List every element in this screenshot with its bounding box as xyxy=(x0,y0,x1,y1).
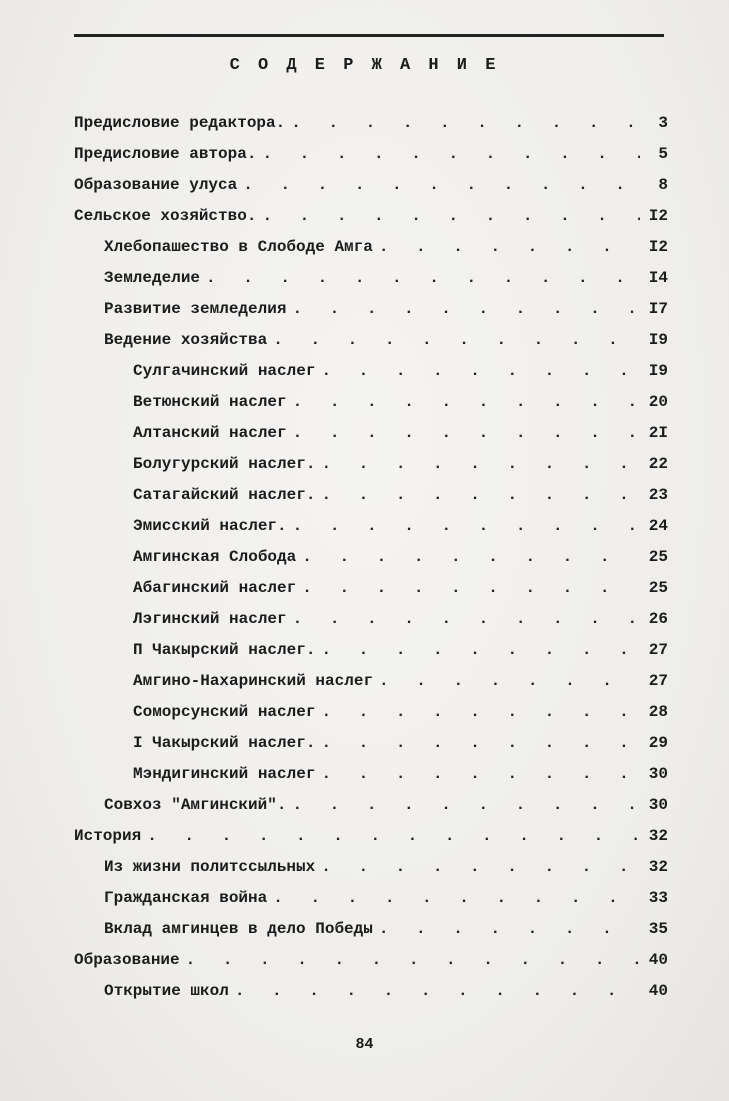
toc-entry-page: 22 xyxy=(648,455,668,473)
toc-entry-page: 27 xyxy=(648,672,668,690)
toc-entry-label: Образование xyxy=(74,951,180,969)
toc-entry xyxy=(133,455,668,483)
toc-leader-dots xyxy=(235,982,640,1000)
toc-entry xyxy=(133,703,668,731)
toc-entry xyxy=(133,672,668,700)
toc-leader-dots xyxy=(292,300,640,318)
toc-entry xyxy=(74,827,668,855)
toc-entry xyxy=(74,176,668,204)
toc-entry-page: 5 xyxy=(658,145,668,163)
toc-leader-dots xyxy=(293,517,640,535)
toc-entry-label: Амгино-Нахаринский наслег xyxy=(133,672,374,690)
toc-entry xyxy=(133,362,668,390)
toc-entry-page: 32 xyxy=(648,858,668,876)
toc-entry-label: Сатагайский наслег. xyxy=(133,486,316,504)
toc-entry-label: Вклад амгинцев в дело Победы xyxy=(104,920,373,938)
toc-leader-dots xyxy=(321,641,640,659)
toc-leader-dots xyxy=(293,424,640,442)
toc-leader-dots xyxy=(293,610,640,628)
toc-entry-page: 23 xyxy=(648,486,668,504)
toc-leader-dots xyxy=(186,951,640,969)
toc-entry-page: 26 xyxy=(648,610,668,628)
toc-entry-page: 3 xyxy=(658,114,668,132)
toc-entry-label: Открытие школ xyxy=(104,982,229,1000)
toc-entry xyxy=(133,641,668,669)
toc-entry-label: Сельское хозяйство. xyxy=(74,207,257,225)
toc-entry-label: Мэндигинский наслег xyxy=(133,765,316,783)
toc-leader-dots xyxy=(243,176,640,194)
toc-entry xyxy=(104,920,668,948)
toc-entry-label: Амгинская Слобода xyxy=(133,548,297,566)
toc-entry-label: Предисловие редактора. xyxy=(74,114,286,132)
toc-entry xyxy=(133,734,668,762)
toc-entry-page: 40 xyxy=(648,982,668,1000)
toc-entry-page: 20 xyxy=(648,393,668,411)
toc-leader-dots xyxy=(273,889,640,907)
toc-entry xyxy=(133,424,668,452)
toc-entry xyxy=(104,269,668,297)
toc-entry-label: Предисловие автора. xyxy=(74,145,257,163)
toc-entry-page: 28 xyxy=(648,703,668,721)
toc-entry-page: 25 xyxy=(648,548,668,566)
toc-leader-dots xyxy=(262,145,640,163)
toc-leader-dots xyxy=(379,672,640,690)
toc-entry-page: 40 xyxy=(648,951,668,969)
toc-entry-label: Алтанский наслег xyxy=(133,424,287,442)
toc-entry xyxy=(74,114,668,142)
page-title: С О Д Е Р Ж А Н И Е xyxy=(229,56,500,75)
toc-entry xyxy=(133,486,668,514)
toc-entry-label: Лэгинский наслег xyxy=(133,610,287,628)
toc-entry-page: 35 xyxy=(648,920,668,938)
toc-leader-dots xyxy=(302,548,640,566)
toc-entry-page: 29 xyxy=(648,734,668,752)
toc-entry xyxy=(133,610,668,638)
toc-entry-page: 27 xyxy=(648,641,668,659)
toc-entry-label: Ведение хозяйства xyxy=(104,331,268,349)
toc-entry-label: Абагинский наслег xyxy=(133,579,297,597)
toc-entry-page: 8 xyxy=(658,176,668,194)
toc-leader-dots xyxy=(379,238,640,256)
toc-entry xyxy=(104,238,668,266)
toc-entry-page: 30 xyxy=(648,765,668,783)
toc-entry-label: Совхоз "Амгинский". xyxy=(104,796,287,814)
page-number: 84 xyxy=(355,1036,374,1053)
toc-entry-label: Земледелие xyxy=(104,269,201,287)
toc-entry-label: Хлебопашество в Слободе Амга xyxy=(104,238,373,256)
toc-entry-label: Развитие земледелия xyxy=(104,300,287,318)
toc-entry-label: Из жизни политссыльных xyxy=(104,858,316,876)
toc-entry-page: 32 xyxy=(648,827,668,845)
toc-entry xyxy=(104,889,668,917)
toc-leader-dots xyxy=(321,703,640,721)
toc-entry xyxy=(104,300,668,328)
top-rule xyxy=(74,34,664,37)
toc-entry xyxy=(74,951,668,979)
toc-leader-dots xyxy=(262,207,640,225)
toc-entry-label: Болугурский наслег. xyxy=(133,455,316,473)
toc-leader-dots xyxy=(321,486,640,504)
toc-entry-page: 30 xyxy=(648,796,668,814)
toc-leader-dots xyxy=(321,362,640,380)
toc-entry-page: I9 xyxy=(648,331,668,349)
toc-leader-dots xyxy=(292,796,640,814)
toc-leader-dots xyxy=(147,827,640,845)
toc-entry-label: Эмисский наслег. xyxy=(133,517,287,535)
toc-entry xyxy=(133,517,668,545)
toc-leader-dots xyxy=(321,455,640,473)
toc-leader-dots xyxy=(321,765,640,783)
toc-entry-label: Образование улуса xyxy=(74,176,238,194)
toc-entry xyxy=(104,982,668,1010)
toc-entry xyxy=(133,393,668,421)
toc-entry-label: Ветюнский наслег xyxy=(133,393,287,411)
toc-entry xyxy=(133,765,668,793)
toc-leader-dots xyxy=(321,858,640,876)
toc-entry-page: I2 xyxy=(648,238,668,256)
toc-entry xyxy=(104,858,668,886)
toc-entry-page: 25 xyxy=(648,579,668,597)
toc-leader-dots xyxy=(379,920,640,938)
toc-entry-label: Сулгачинский наслег xyxy=(133,362,316,380)
toc-entry xyxy=(133,579,668,607)
toc-entry-page: 24 xyxy=(648,517,668,535)
toc-entry-label: Соморсунский наслег xyxy=(133,703,316,721)
toc-leader-dots xyxy=(321,734,640,752)
toc-entry xyxy=(104,331,668,359)
toc-entry-page: I2 xyxy=(648,207,668,225)
toc-leader-dots xyxy=(302,579,640,597)
toc-entry xyxy=(74,207,668,235)
toc-entry-page: I9 xyxy=(648,362,668,380)
toc-entry-page: 33 xyxy=(648,889,668,907)
toc-entry-label: I Чакырский наслег. xyxy=(133,734,316,752)
toc-entry-page: I4 xyxy=(648,269,668,287)
toc-entry-page: I7 xyxy=(648,300,668,318)
toc-entry-page: 2I xyxy=(648,424,668,442)
toc-entry xyxy=(133,548,668,576)
toc-entry-label: П Чакырский наслег. xyxy=(133,641,316,659)
toc-leader-dots xyxy=(273,331,640,349)
toc-leader-dots xyxy=(206,269,640,287)
toc-leader-dots xyxy=(291,114,640,132)
toc-entry-label: История xyxy=(74,827,142,845)
toc-entry xyxy=(74,145,668,173)
toc-leader-dots xyxy=(293,393,640,411)
toc-entry-label: Гражданская война xyxy=(104,889,268,907)
toc-entry xyxy=(104,796,668,824)
